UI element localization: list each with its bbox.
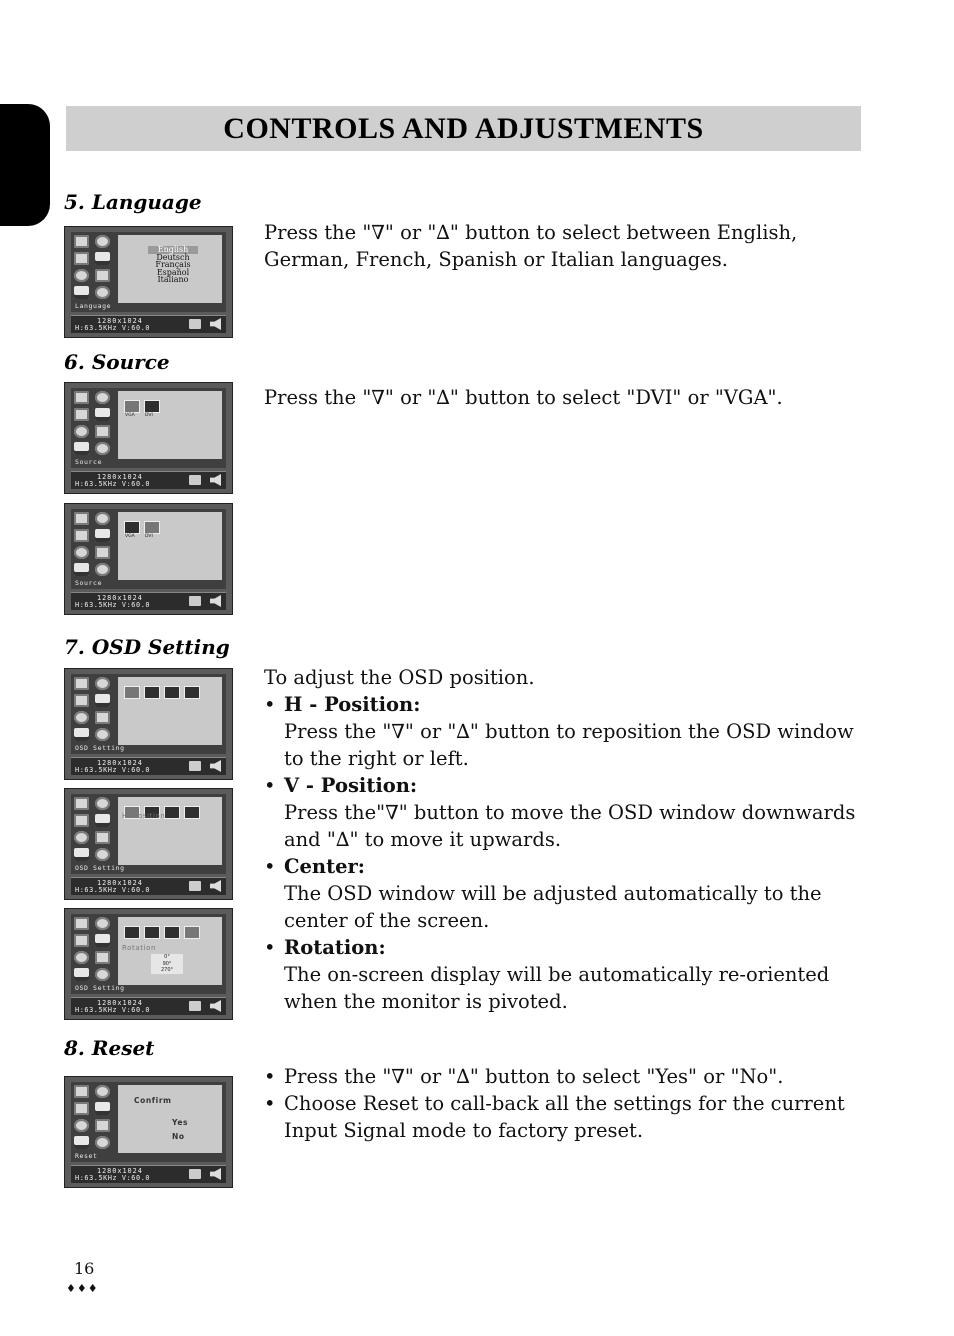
osd-content-area (118, 677, 222, 745)
brightness-icon (95, 1085, 110, 1098)
osd-status-bar (71, 592, 226, 610)
input-icon (189, 761, 201, 771)
volume-icon (210, 595, 221, 607)
page-number: 16 (74, 1259, 95, 1278)
resolution-readout: 1280x1024 (97, 473, 143, 481)
language-option-francais: Français (155, 260, 191, 269)
osd-content-area (118, 797, 222, 865)
reset-no-option: No (172, 1132, 185, 1141)
osd-setting-buttons (124, 926, 200, 939)
frequency-readout: H:63.5KHz V:60.0 (75, 324, 151, 332)
vga-label: VGA (125, 413, 135, 418)
input-icon (189, 881, 201, 891)
osd-icon-column (74, 917, 114, 983)
input-icon (95, 1119, 110, 1132)
rotation-icon (184, 926, 200, 939)
osd-menu-label: OSD Setting (75, 984, 125, 992)
language-text (264, 219, 864, 273)
osd-content-area (118, 391, 222, 459)
input-icon (189, 1169, 201, 1179)
reset-icon (95, 728, 110, 741)
osd-menu-label: Language (75, 302, 112, 310)
osd-content-area (118, 512, 222, 580)
tools-icon (74, 252, 89, 265)
osd-screenshot-language (64, 226, 233, 338)
osd-setting-heading: 7. OSD Setting (64, 635, 230, 659)
brightness-icon (95, 512, 110, 525)
source-buttons (124, 521, 160, 539)
osd-icon-column (74, 235, 114, 301)
frequency-readout: H:63.5KHz V:60.0 (75, 886, 151, 894)
side-tab-marker (0, 104, 50, 226)
tools-icon (74, 814, 89, 827)
osd-screenshot-source-dvi (64, 503, 233, 615)
display-icon (74, 728, 89, 741)
osd-content-area (118, 1085, 222, 1153)
source-buttons (124, 400, 160, 418)
resolution-readout: 1280x1024 (97, 1167, 143, 1175)
center-desc: The OSD window will be adjusted automatically to the center of the screen. (284, 882, 822, 932)
h-position-caption: H. Position (122, 812, 166, 820)
reset-bullet-1: • Press the "∇" or "∆" button to select "Yes" or "No". (264, 1063, 864, 1090)
volume-icon (210, 1168, 221, 1180)
speaker-icon (74, 391, 89, 404)
osd-menu-label: OSD Setting (75, 864, 125, 872)
color-icon (74, 425, 89, 438)
brightness-icon (95, 391, 110, 404)
monitor-icon (95, 814, 110, 827)
osd-content-area (118, 235, 222, 303)
reset-bullet-2: • Choose Reset to call-back all the settings for the current Input Signal mode to factory preset. (264, 1090, 864, 1144)
tools-icon (74, 1102, 89, 1115)
osd-item-rotation: • Rotation: (264, 934, 864, 961)
reset-bullet-2-text: Choose Reset to call-back all the settings for the current Input Signal mode to factory preset. (284, 1092, 845, 1142)
reset-icon (95, 563, 110, 576)
input-icon (95, 951, 110, 964)
monitor-icon (95, 694, 110, 707)
resolution-readout: 1280x1024 (97, 759, 143, 767)
speaker-icon (74, 677, 89, 690)
reset-icon (95, 848, 110, 861)
osd-screenshot-source-vga (64, 382, 233, 494)
resolution-readout: 1280x1024 (97, 317, 143, 325)
vga-button-icon (124, 521, 140, 539)
center-icon (164, 686, 180, 699)
reset-icon (95, 968, 110, 981)
color-icon (74, 1119, 89, 1132)
input-icon (95, 711, 110, 724)
speaker-icon (74, 797, 89, 810)
brightness-icon (95, 797, 110, 810)
dvi-button-icon (144, 400, 160, 418)
resolution-readout: 1280x1024 (97, 594, 143, 602)
osd-icon-column (74, 797, 114, 863)
osd-screenshot-osd-setting (64, 668, 233, 780)
display-icon (74, 968, 89, 981)
input-icon (189, 596, 201, 606)
dvi-label: DVI (145, 534, 153, 539)
rotation-option-0: 0° (164, 954, 170, 960)
tools-icon (74, 529, 89, 542)
reset-bullet-1-text: Press the "∇" or "∆" button to select "Yes" or "No". (284, 1065, 784, 1088)
volume-icon (210, 474, 221, 486)
rotation-icon (184, 686, 200, 699)
reset-icon (95, 1136, 110, 1149)
osd-icon-column (74, 1085, 114, 1151)
osd-setting-text (264, 664, 864, 1015)
osd-setting-buttons (124, 686, 200, 699)
reset-text (264, 1063, 864, 1144)
vga-button-icon (124, 400, 140, 418)
color-icon (74, 951, 89, 964)
osd-screenshot-rotation (64, 908, 233, 1020)
speaker-icon (74, 512, 89, 525)
rotation-options (151, 954, 183, 974)
v-position-icon (144, 686, 160, 699)
osd-screenshot-reset (64, 1076, 233, 1188)
input-icon (95, 425, 110, 438)
h-position-icon (124, 686, 140, 699)
volume-icon (210, 318, 221, 330)
source-heading: 6. Source (64, 350, 170, 374)
confirm-caption: Confirm (134, 1096, 172, 1105)
tools-icon (74, 408, 89, 421)
osd-content-area (118, 917, 222, 985)
dvi-button-icon (144, 521, 160, 539)
rotation-label: Rotation: (284, 936, 386, 959)
h-position-icon (124, 926, 140, 939)
display-icon (74, 1136, 89, 1149)
osd-item-h-position: • H - Position: (264, 691, 864, 718)
display-icon (74, 848, 89, 861)
input-icon (189, 319, 201, 329)
osd-icon-column (74, 677, 114, 743)
resolution-readout: 1280x1024 (97, 879, 143, 887)
source-description: Press the "∇" or "∆" button to select "DVI" or "VGA". (264, 386, 783, 409)
tools-icon (74, 694, 89, 707)
reset-yes-option: Yes (172, 1118, 189, 1127)
display-icon (74, 286, 89, 299)
rotation-option-270: 270° (160, 967, 174, 973)
dvi-label: DVI (145, 413, 153, 418)
monitor-icon (95, 1102, 110, 1115)
osd-menu-label: Source (75, 458, 103, 466)
osd-item-v-position: • V - Position: (264, 772, 864, 799)
language-description: Press the "∇" or "∆" button to select between English, German, French, Spanish or Italian languages. (264, 221, 798, 271)
h-position-desc: Press the "∇" or "∆" button to reposition the OSD window to the right or left. (284, 720, 854, 770)
osd-screenshot-h-position (64, 788, 233, 900)
volume-icon (210, 880, 221, 892)
osd-status-bar (71, 757, 226, 775)
osd-menu-label: Source (75, 579, 103, 587)
speaker-icon (74, 1085, 89, 1098)
display-icon (74, 442, 89, 455)
input-icon (95, 831, 110, 844)
brightness-icon (95, 917, 110, 930)
color-icon (74, 831, 89, 844)
osd-menu-label: Reset (75, 1152, 98, 1160)
language-heading: 5. Language (64, 190, 202, 214)
input-icon (189, 475, 201, 485)
osd-status-bar (71, 471, 226, 489)
rotation-option-90: 90° (162, 960, 172, 967)
color-icon (74, 269, 89, 282)
frequency-readout: H:63.5KHz V:60.0 (75, 766, 151, 774)
title-bar (66, 106, 861, 151)
monitor-icon (95, 252, 110, 265)
reset-icon (95, 442, 110, 455)
osd-item-center: • Center: (264, 853, 864, 880)
rotation-desc: The on-screen display will be automatically re-oriented when the monitor is pivoted. (284, 963, 830, 1013)
language-option-deutsch: Deutsch (156, 252, 190, 262)
language-option-italiano: Italiano (157, 275, 189, 284)
v-position-label: V - Position: (284, 774, 418, 797)
frequency-readout: H:63.5KHz V:60.0 (75, 601, 151, 609)
source-text (264, 384, 864, 411)
frequency-readout: H:63.5KHz V:60.0 (75, 1174, 151, 1182)
osd-icon-column (74, 512, 114, 578)
input-icon (95, 546, 110, 559)
v-position-desc: Press the"∇" button to move the OSD window downwards and "∆" to move it upwards. (284, 801, 856, 851)
display-icon (74, 563, 89, 576)
frequency-readout: H:63.5KHz V:60.0 (75, 480, 151, 488)
input-icon (95, 269, 110, 282)
language-list (148, 246, 198, 284)
osd-status-bar (71, 1165, 226, 1183)
monitor-icon (95, 408, 110, 421)
monitor-icon (95, 529, 110, 542)
rotation-icon (184, 806, 200, 819)
brightness-icon (95, 677, 110, 690)
color-icon (74, 546, 89, 559)
center-icon (164, 926, 180, 939)
footer-ornament: ♦♦♦ (66, 1282, 99, 1295)
color-icon (74, 711, 89, 724)
language-option-espanol: Español (156, 267, 190, 277)
osd-icon-column (74, 391, 114, 457)
rotation-caption: Rotation (122, 944, 157, 952)
tools-icon (74, 934, 89, 947)
center-icon (164, 806, 180, 819)
osd-menu-label: OSD Setting (75, 744, 125, 752)
speaker-icon (74, 235, 89, 248)
input-icon (189, 1001, 201, 1011)
speaker-icon (74, 917, 89, 930)
language-option-english: English (148, 246, 198, 254)
frequency-readout: H:63.5KHz V:60.0 (75, 1006, 151, 1014)
monitor-icon (95, 934, 110, 947)
resolution-readout: 1280x1024 (97, 999, 143, 1007)
volume-icon (210, 1000, 221, 1012)
vga-label: VGA (125, 534, 135, 539)
osd-status-bar (71, 877, 226, 895)
osd-status-bar (71, 315, 226, 333)
reset-icon (95, 286, 110, 299)
osd-status-bar (71, 997, 226, 1015)
osd-setting-intro: To adjust the OSD position. (264, 666, 535, 689)
brightness-icon (95, 235, 110, 248)
page-title: CONTROLS AND ADJUSTMENTS (223, 111, 704, 145)
h-position-label: H - Position: (284, 693, 421, 716)
reset-heading: 8. Reset (64, 1036, 155, 1060)
volume-icon (210, 760, 221, 772)
center-label: Center: (284, 855, 365, 878)
v-position-icon (144, 926, 160, 939)
